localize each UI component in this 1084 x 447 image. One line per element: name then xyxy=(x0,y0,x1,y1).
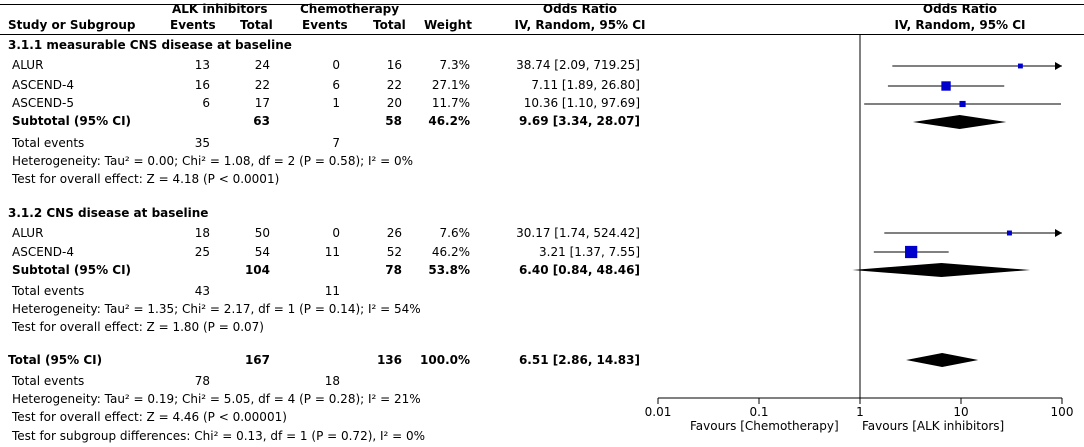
subgroup-2-title: 3.1.2 CNS disease at baseline xyxy=(8,206,209,220)
subtotal-label: Subtotal (95% CI) xyxy=(12,114,132,128)
study-total1: 22 xyxy=(254,78,270,92)
x-axis-tick-label: 0.01 xyxy=(644,405,672,419)
study-events2: 6 xyxy=(332,78,340,92)
x-axis-tick-label: 10 xyxy=(953,405,969,419)
total-events1: 43 xyxy=(194,284,210,298)
subtotal-total2: 78 xyxy=(385,263,402,277)
study-events1: 13 xyxy=(194,58,210,72)
total-events-label: Total events xyxy=(12,136,85,150)
header-total1: Total xyxy=(240,18,273,32)
study-total1: 50 xyxy=(254,226,270,240)
favours-left-label: Favours [Chemotherapy] xyxy=(690,419,839,433)
study-total2: 16 xyxy=(386,58,402,72)
total-events2: 11 xyxy=(324,284,340,298)
total-events-label: Total events xyxy=(12,284,85,298)
study-name: ASCEND-4 xyxy=(12,78,74,92)
subtotal-weight: 46.2% xyxy=(428,114,470,128)
study-events2: 0 xyxy=(332,58,340,72)
header-plot-method: IV, Random, 95% CI xyxy=(894,18,1026,32)
favours-right-label: Favours [ALK inhibitors] xyxy=(862,419,1005,433)
study-ci: 3.21 [1.37, 7.55] xyxy=(539,245,640,259)
study-weight: 11.7% xyxy=(431,96,470,110)
study-name: ALUR xyxy=(12,226,44,240)
subtotal-ci: 6.40 [0.84, 48.46] xyxy=(518,263,640,277)
study-total1: 54 xyxy=(254,245,270,259)
total-total2: 136 xyxy=(376,353,402,367)
total-diamond xyxy=(906,353,978,367)
study-total2: 20 xyxy=(386,96,402,110)
heterogeneity-text: Heterogeneity: Tau² = 1.35; Chi² = 2.17, df = 1 (P = 0.14); I² = 54% xyxy=(12,302,421,316)
study-total2: 52 xyxy=(386,245,402,259)
overall-effect-text: Test for overall effect: Z = 4.46 (P < 0.00001) xyxy=(12,410,287,424)
study-ci: 30.17 [1.74, 524.42] xyxy=(516,226,640,240)
header-group1: ALK inhibitors xyxy=(172,2,268,16)
subgroup-1-title: 3.1.1 measurable CNS disease at baseline xyxy=(8,38,292,52)
header-events2: Events xyxy=(302,18,348,32)
header-or-method: IV, Random, 95% CI xyxy=(514,18,646,32)
total-total1: 167 xyxy=(244,353,270,367)
x-axis-tick-label: 0.1 xyxy=(749,405,769,419)
overall-effect-text: Test for overall effect: Z = 1.80 (P = 0.07) xyxy=(12,320,264,334)
study-total2: 22 xyxy=(386,78,402,92)
header-plot-title: Odds Ratio xyxy=(922,2,998,16)
study-events2: 0 xyxy=(332,226,340,240)
study-square xyxy=(905,246,917,258)
total-events1: 35 xyxy=(194,136,210,150)
header-study: Study or Subgroup xyxy=(8,18,136,32)
study-square xyxy=(941,81,950,90)
study-name: ASCEND-5 xyxy=(12,96,74,110)
total-events2: 7 xyxy=(332,136,340,150)
x-axis-tick-label: 1 xyxy=(856,405,864,419)
subtotal-diamond xyxy=(913,115,1006,129)
study-weight: 7.3% xyxy=(439,58,470,72)
study-weight: 46.2% xyxy=(431,245,470,259)
study-events1: 25 xyxy=(194,245,210,259)
ci-arrow xyxy=(1055,229,1062,237)
study-square xyxy=(1018,64,1023,69)
study-square xyxy=(1007,231,1012,236)
study-events2: 1 xyxy=(332,96,340,110)
subtotal-weight: 53.8% xyxy=(428,263,470,277)
subtotal-total1: 104 xyxy=(244,263,270,277)
study-ci: 7.11 [1.89, 26.80] xyxy=(531,78,640,92)
study-total1: 17 xyxy=(254,96,270,110)
subgroup-difference-text: Test for subgroup differences: Chi² = 0.13, df = 1 (P = 0.72), I² = 0% xyxy=(12,429,426,443)
study-events2: 11 xyxy=(324,245,340,259)
study-square xyxy=(959,101,965,107)
total-events2: 18 xyxy=(324,374,340,388)
study-ci: 38.74 [2.09, 719.25] xyxy=(516,58,640,72)
study-weight: 7.6% xyxy=(439,226,470,240)
header-events1: Events xyxy=(170,18,216,32)
subtotal-label: Subtotal (95% CI) xyxy=(12,263,132,277)
subtotal-ci: 9.69 [3.34, 28.07] xyxy=(518,114,640,128)
ci-arrow xyxy=(1055,62,1062,70)
subtotal-total1: 63 xyxy=(253,114,270,128)
study-events1: 16 xyxy=(194,78,210,92)
header-weight: Weight xyxy=(424,18,472,32)
subtotal-total2: 58 xyxy=(385,114,402,128)
header-total2: Total xyxy=(373,18,406,32)
study-weight: 27.1% xyxy=(431,78,470,92)
header-or-title: Odds Ratio xyxy=(542,2,618,16)
heterogeneity-text: Heterogeneity: Tau² = 0.00; Chi² = 1.08, df = 2 (P = 0.58); I² = 0% xyxy=(12,154,414,168)
study-name: ASCEND-4 xyxy=(12,245,74,259)
header-group2: Chemotherapy xyxy=(300,2,400,16)
overall-effect-text: Test for overall effect: Z = 4.18 (P < 0.0001) xyxy=(12,172,280,186)
study-name: ALUR xyxy=(12,58,44,72)
total-weight: 100.0% xyxy=(420,353,470,367)
subtotal-diamond xyxy=(852,263,1030,277)
study-total1: 24 xyxy=(254,58,270,72)
heterogeneity-text: Heterogeneity: Tau² = 0.19; Chi² = 5.05, df = 4 (P = 0.28); I² = 21% xyxy=(12,392,421,406)
total-events-label: Total events xyxy=(12,374,85,388)
study-ci: 10.36 [1.10, 97.69] xyxy=(523,96,640,110)
x-axis-tick-label: 100 xyxy=(1050,405,1074,419)
study-events1: 18 xyxy=(194,226,210,240)
study-total2: 26 xyxy=(386,226,402,240)
total-events1: 78 xyxy=(194,374,210,388)
total-ci: 6.51 [2.86, 14.83] xyxy=(518,353,640,367)
total-label: Total (95% CI) xyxy=(8,353,103,367)
study-events1: 6 xyxy=(202,96,210,110)
